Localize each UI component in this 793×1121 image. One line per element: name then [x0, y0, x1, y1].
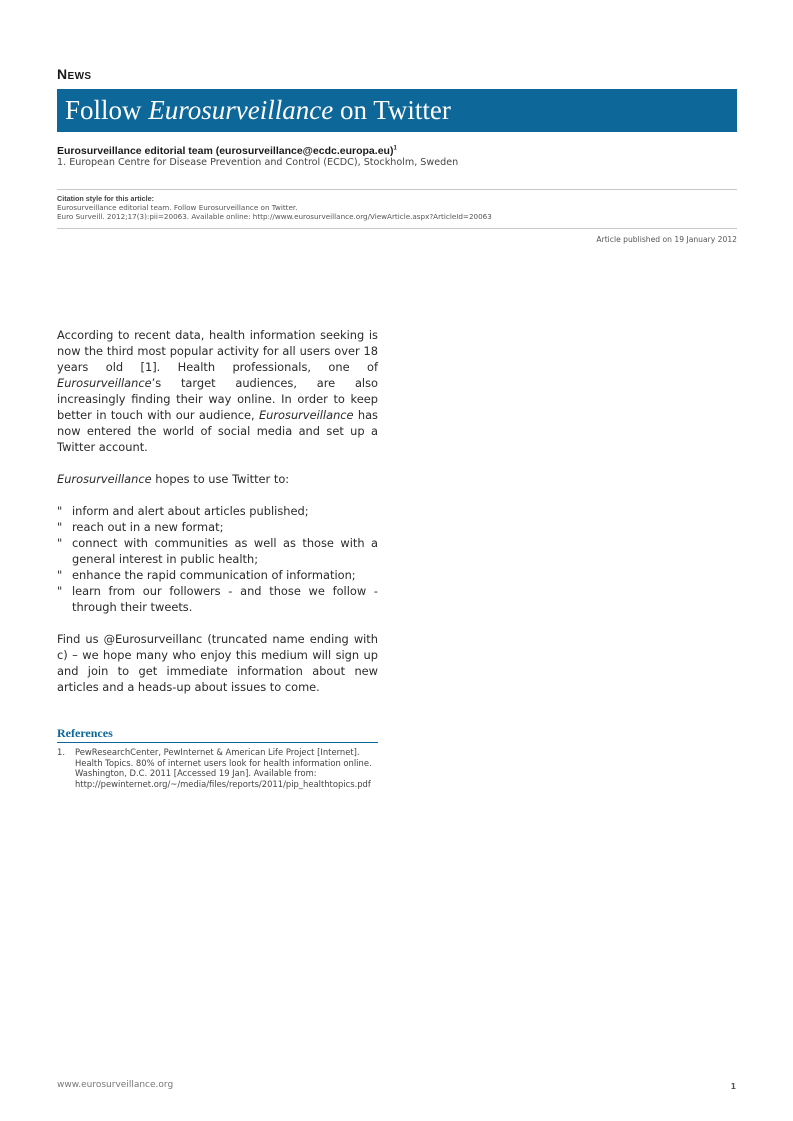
bullet-glyph: " [57, 584, 63, 598]
list-item [57, 583, 378, 615]
references-heading: References [57, 726, 378, 743]
list-item [57, 535, 378, 567]
journal-name: Eurosurveillance [57, 376, 152, 390]
text: ’s target audiences, are also increasingly finding their way online. In order to keep better in touch with our audience, [57, 376, 378, 422]
bullet-list [57, 503, 378, 615]
title-text: Follow [65, 95, 149, 125]
published-date: Article published on 19 January 2012 [596, 235, 737, 244]
footer-site-url: www.eurosurveillance.org [57, 1080, 174, 1090]
list-item-text: inform and alert about articles published; [72, 504, 309, 518]
bullet-glyph: " [57, 536, 63, 550]
citation-line-1: Eurosurveillance editorial team. Follow Eurosurveillance on Twitter. [57, 202, 298, 212]
text: has now entered the world of social media and set up a Twitter account. [57, 408, 378, 454]
article-body [57, 327, 378, 711]
author-name: Eurosurveillance editorial team (eurosurveillance@ecdc.europa.eu) [57, 145, 394, 157]
citation-block [57, 195, 492, 221]
list-item-text: connect with communities as well as those with a general interest in public health; [72, 536, 378, 566]
title-journal-name: Eurosurveillance [148, 95, 334, 125]
citation-line-2: Euro Surveill. 2012;17(3):pii=20063. Available online: http://www.eurosurveillance.org/ViewArticle.aspx?ArticleId=20063 [57, 211, 492, 221]
journal-name: Eurosurveillance [258, 408, 354, 422]
list-item [57, 519, 378, 535]
bullet-glyph: " [57, 520, 63, 534]
list-item [57, 503, 378, 519]
reference-number: 1. [57, 747, 65, 757]
bullet-glyph: " [57, 504, 63, 518]
divider-bottom [57, 228, 737, 229]
reference-item [57, 747, 378, 789]
reference-text: PewResearchCenter, PewInternet & American Life Project [Internet]. Health Topics. 80% of internet users look for health information online. Washington, D.C. 2011 [Accessed 19 Jan]. Available from: http://pewinternet.org/~/media/files/reports/2011/pip_healthtopics.pdf [75, 747, 372, 789]
paragraph-1 [57, 327, 378, 455]
title-bar [57, 89, 737, 132]
citation-heading: Citation style for this article: [57, 194, 155, 203]
page-number: 1 [730, 1082, 736, 1091]
section-label: News [57, 66, 92, 82]
references-list [57, 747, 378, 789]
affiliation: 1. European Centre for Disease Prevention and Control (ECDC), Stockholm, Sweden [57, 157, 459, 168]
list-item-text: learn from our followers - and those we follow - through their tweets. [72, 584, 378, 614]
bullet-glyph: " [57, 568, 63, 582]
list-item [57, 567, 378, 583]
text: According to recent data, health information seeking is now the third most popular activity for all users over 18 years old [1]. Health professionals, one of [57, 328, 378, 374]
article-title [65, 95, 451, 126]
list-item-text: reach out in a new format; [72, 520, 224, 534]
author-superscript: 1 [393, 145, 397, 152]
divider-top [57, 189, 737, 190]
paragraph-2 [57, 471, 378, 487]
paragraph-3: Find us @Eurosurveillanc (truncated name ending with c) – we hope many who enjoy this medium will sign up and join to get immediate information about new articles and a heads-up about issues to come. [57, 632, 378, 694]
journal-name: Eurosurveillance [57, 472, 152, 486]
list-item-text: enhance the rapid communication of information; [72, 568, 356, 582]
author-line [57, 145, 397, 157]
text: hopes to use Twitter to: [151, 472, 290, 486]
title-text-end: on Twitter [333, 95, 451, 125]
